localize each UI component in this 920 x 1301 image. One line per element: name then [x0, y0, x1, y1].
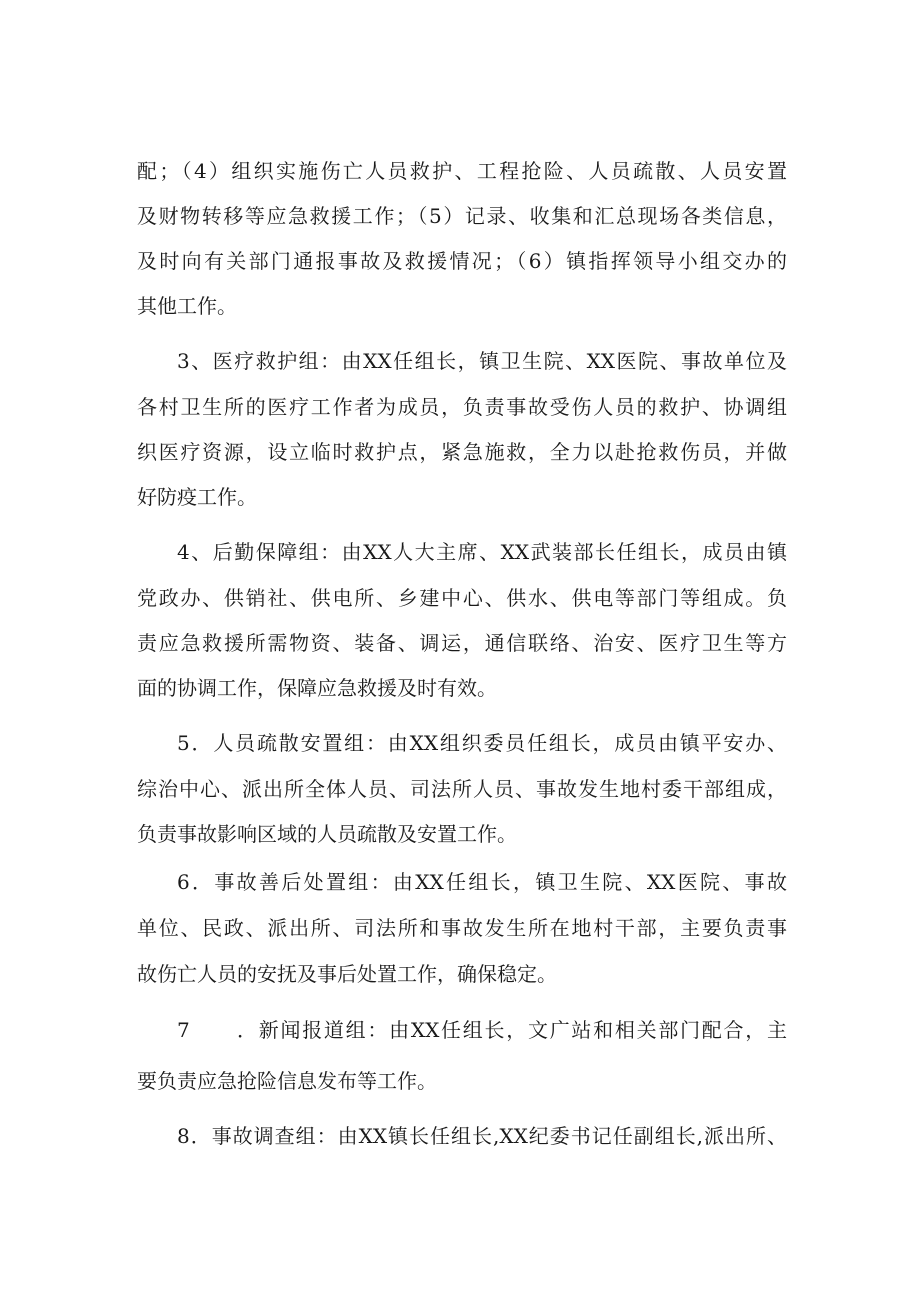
section-7-heading-line: ．新闻报道组：由XX任组长，文广站和相关部门配合，主 [237, 1018, 787, 1042]
section-7-number: 7 [177, 1018, 190, 1042]
section-3-heading-line: 3、医疗救护组：由XX任组长，镇卫生院、XX医院、事故单位及 [177, 349, 787, 373]
paragraph-line: 面的协调工作，保障应急救援及时有效。 [137, 676, 497, 700]
paragraph-line: 织医疗资源，设立临时救护点，紧急施救，全力以赴抢救伤员，并做 [137, 440, 787, 464]
paragraph-line: 综治中心、派出所全体人员、司法所人员、事故发生地村委干部组成， [137, 777, 787, 801]
paragraph-line: 单位、民政、派出所、司法所和事故发生所在地村干部，主要负责事 [137, 916, 787, 940]
section-8-heading-line: 8．事故调查组：由XX镇长任组长,XX纪委书记任副组长,派出所、 [177, 1124, 787, 1148]
paragraph-line: 故伤亡人员的安抚及事后处置工作，确保稳定。 [137, 962, 557, 986]
paragraph-line: 及财物转移等应急救援工作；（5）记录、收集和汇总现场各类信息， [137, 204, 787, 228]
paragraph-line: 负责事故影响区域的人员疏散及安置工作。 [137, 822, 517, 846]
paragraph-line: 好防疫工作。 [137, 485, 257, 509]
paragraph-line: 及时向有关部门通报事故及救援情况；（6）镇指挥领导小组交办的 [137, 249, 787, 273]
section-6-heading-line: 6．事故善后处置组：由XX任组长，镇卫生院、XX医院、事故 [177, 870, 787, 894]
section-5-heading-line: 5．人员疏散安置组：由XX组织委员任组长，成员由镇平安办、 [177, 731, 787, 755]
paragraph-line: 党政办、供销社、供电所、乡建中心、供水、供电等部门等组成。负 [137, 586, 787, 610]
section-4-heading-line: 4、后勤保障组：由XX人大主席、XX武装部长任组长，成员由镇 [177, 540, 787, 564]
paragraph-line: 其他工作。 [137, 294, 237, 318]
paragraph-line: 配；（4）组织实施伤亡人员救护、工程抢险、人员疏散、人员安置 [137, 159, 787, 183]
paragraph-line: 责应急救援所需物资、装备、调运，通信联络、治安、医疗卫生等方 [137, 631, 787, 655]
paragraph-line: 各村卫生所的医疗工作者为成员，负责事故受伤人员的救护、协调组 [137, 395, 787, 419]
paragraph-line: 要负责应急抢险信息发布等工作。 [137, 1069, 437, 1093]
